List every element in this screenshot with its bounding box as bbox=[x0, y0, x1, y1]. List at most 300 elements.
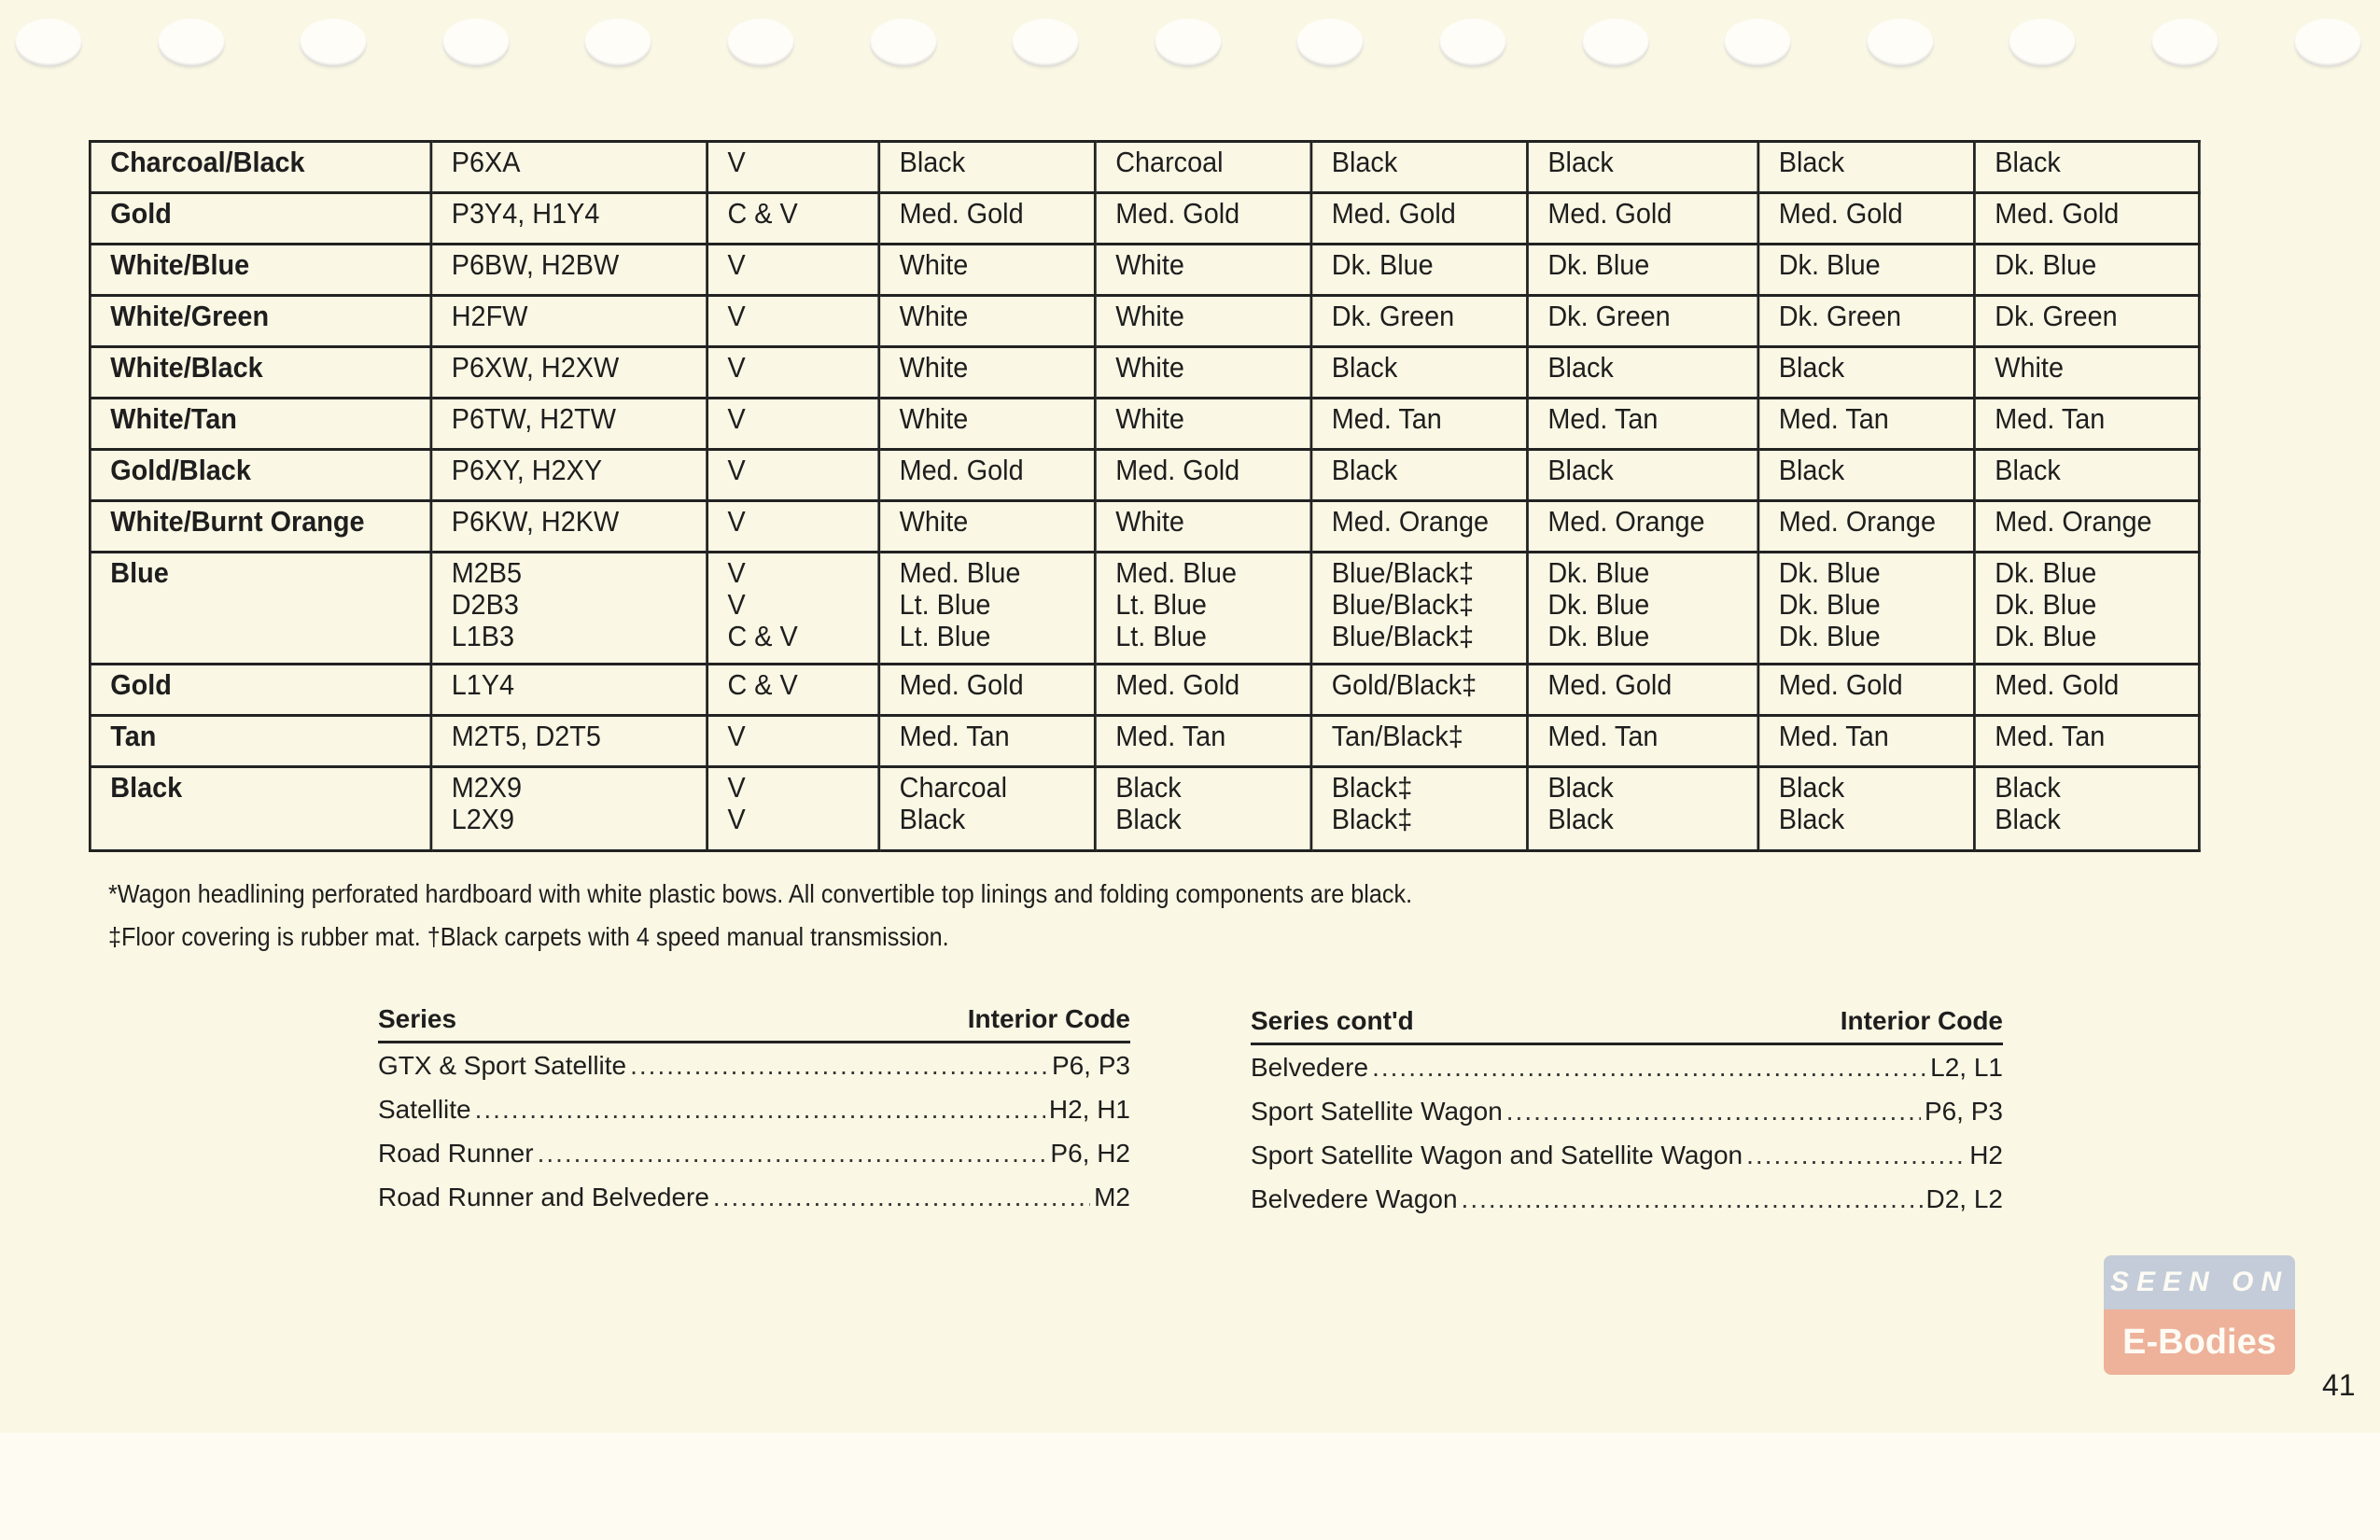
cell-line: V bbox=[727, 300, 746, 332]
cell-line: C & V bbox=[727, 197, 798, 230]
series-name: Sport Satellite Wagon and Satellite Wagon bbox=[1251, 1141, 1743, 1169]
cell-line: Blue/Black‡ bbox=[1331, 588, 1475, 621]
cell-line: Lt. Blue bbox=[1115, 620, 1207, 652]
cell-line: Dk. Blue bbox=[1995, 248, 2097, 281]
cell-line: Med. Orange bbox=[1778, 505, 1936, 538]
cell-line: Black bbox=[1778, 771, 1845, 804]
color-col-5-cell bbox=[1758, 193, 1975, 245]
table-row bbox=[90, 553, 2199, 665]
binder-hole bbox=[1155, 19, 1222, 67]
color-col-2-cell bbox=[1095, 665, 1311, 716]
color-col-5-cell bbox=[1758, 665, 1975, 716]
cell-line: V bbox=[727, 556, 746, 589]
cell-line: Black bbox=[1995, 803, 2061, 835]
series-name: Road Runner and Belvedere bbox=[378, 1183, 709, 1211]
body-models-cell bbox=[707, 716, 879, 767]
interior-code: H2 bbox=[1969, 1141, 2003, 1169]
cell-line: Black bbox=[1547, 454, 1614, 486]
trim-color-table bbox=[89, 140, 2201, 852]
binder-hole bbox=[300, 19, 367, 67]
cell-line: Dk. Blue bbox=[1995, 556, 2097, 589]
cell-line: C & V bbox=[727, 620, 798, 652]
trim-name-cell: White/Burnt Orange bbox=[90, 501, 430, 553]
color-col-2-cell bbox=[1095, 347, 1311, 399]
cell-line: Black‡ bbox=[1331, 803, 1413, 835]
cell-line: Black bbox=[1331, 146, 1398, 178]
cell-line: Black bbox=[1995, 146, 2061, 178]
color-col-5-cell bbox=[1758, 347, 1975, 399]
cell-line: Med. Blue bbox=[899, 556, 1021, 589]
binder-hole bbox=[1867, 19, 1934, 67]
color-col-1-cell bbox=[879, 142, 1096, 193]
interior-code: L2, L1 bbox=[1930, 1053, 2003, 1082]
series-list-left bbox=[378, 1003, 1130, 1219]
cell-line: Black bbox=[1115, 803, 1182, 835]
color-col-5-cell bbox=[1758, 142, 1975, 193]
cell-line: Med. Gold bbox=[899, 668, 1024, 701]
series-row bbox=[1251, 1133, 2003, 1177]
body-models-cell bbox=[707, 399, 879, 450]
cell-line: Med. Tan bbox=[1778, 720, 1889, 752]
body-models-cell bbox=[707, 450, 879, 501]
cell-line: Tan/Black‡ bbox=[1331, 720, 1463, 752]
binder-hole bbox=[2294, 19, 2361, 67]
table-row bbox=[90, 142, 2199, 193]
cell-line: L1Y4 bbox=[451, 668, 515, 701]
binder-hole bbox=[158, 19, 225, 67]
cell-line: Med. Gold bbox=[1331, 197, 1456, 230]
color-col-6-cell bbox=[1974, 245, 2199, 296]
cell-line: Med. Tan bbox=[1778, 402, 1889, 435]
cell-line: Black bbox=[1547, 351, 1614, 384]
color-col-2-cell bbox=[1095, 716, 1311, 767]
cell-line: Lt. Blue bbox=[1115, 588, 1207, 621]
color-col-4-cell bbox=[1527, 450, 1757, 501]
series-row bbox=[378, 1175, 1130, 1219]
series-header bbox=[1251, 1005, 2003, 1045]
binder-hole bbox=[1296, 19, 1364, 67]
binder-hole bbox=[1012, 19, 1079, 67]
cell-line: Dk. Blue bbox=[1547, 556, 1650, 589]
trim-name-cell: White/Blue bbox=[90, 245, 430, 296]
color-col-5-cell bbox=[1758, 245, 1975, 296]
cell-line: Dk. Blue bbox=[1995, 588, 2097, 621]
cell-line: Dk. Green bbox=[1547, 300, 1671, 332]
cell-line: V bbox=[727, 402, 746, 435]
table-row bbox=[90, 767, 2199, 851]
series-name: Sport Satellite Wagon bbox=[1251, 1097, 1503, 1126]
cell-line: Black bbox=[1547, 146, 1614, 178]
cell-line: Med. Gold bbox=[1547, 197, 1673, 230]
cell-line: White bbox=[1995, 351, 2064, 384]
interior-code: D2, L2 bbox=[1925, 1184, 2003, 1213]
interior-code-header-label: Interior Code bbox=[967, 1004, 1130, 1033]
cell-line: Med. Orange bbox=[1547, 505, 1705, 538]
color-col-4-cell bbox=[1527, 716, 1757, 767]
cell-line: Med. Gold bbox=[1995, 197, 2120, 230]
series-row bbox=[378, 1087, 1130, 1131]
color-col-6-cell bbox=[1974, 347, 2199, 399]
cell-line: Black‡ bbox=[1331, 771, 1413, 804]
series-header-label: Series bbox=[378, 1004, 457, 1033]
trim-name-cell: Tan bbox=[90, 716, 430, 767]
cell-line: Med. Tan bbox=[899, 720, 1010, 752]
cell-line: P6TW, H2TW bbox=[451, 402, 616, 435]
interior-code: H2, H1 bbox=[1048, 1095, 1130, 1124]
color-col-1-cell bbox=[879, 193, 1096, 245]
series-list-right bbox=[1251, 1005, 2003, 1221]
cell-line: V bbox=[727, 248, 746, 281]
color-col-4-cell bbox=[1527, 193, 1757, 245]
color-col-3-cell bbox=[1311, 501, 1528, 553]
dot-leader bbox=[1746, 1133, 1966, 1177]
trim-codes-cell bbox=[431, 450, 707, 501]
color-col-3-cell bbox=[1311, 450, 1528, 501]
binder-hole bbox=[870, 19, 937, 67]
binder-hole bbox=[2009, 19, 2076, 67]
cell-line: Med. Gold bbox=[1778, 668, 1903, 701]
trim-name-cell: Blue bbox=[90, 553, 430, 665]
cell-line: White bbox=[1115, 505, 1184, 538]
color-col-3-cell bbox=[1311, 553, 1528, 665]
table-row bbox=[90, 716, 2199, 767]
series-name: Satellite bbox=[378, 1095, 471, 1124]
trim-codes-cell bbox=[431, 716, 707, 767]
color-col-4-cell bbox=[1527, 553, 1757, 665]
dot-leader bbox=[630, 1043, 1048, 1087]
color-col-6-cell bbox=[1974, 767, 2199, 851]
series-name: GTX & Sport Satellite bbox=[378, 1051, 627, 1080]
color-col-4-cell bbox=[1527, 142, 1757, 193]
table-row bbox=[90, 501, 2199, 553]
dot-leader bbox=[1462, 1177, 1923, 1221]
interior-code: P6, P3 bbox=[1924, 1097, 2003, 1126]
body-models-cell bbox=[707, 665, 879, 716]
color-col-5-cell bbox=[1758, 767, 1975, 851]
cell-line: Dk. Green bbox=[1778, 300, 1902, 332]
cell-line: Lt. Blue bbox=[899, 620, 991, 652]
trim-codes-cell bbox=[431, 767, 707, 851]
series-name: Belvedere bbox=[1251, 1053, 1369, 1082]
trim-codes-cell bbox=[431, 665, 707, 716]
cell-line: Med. Gold bbox=[899, 197, 1024, 230]
cell-line: Dk. Blue bbox=[1547, 248, 1650, 281]
series-header bbox=[378, 1003, 1130, 1043]
color-col-4-cell bbox=[1527, 767, 1757, 851]
logo-bottom-text: E-Bodies bbox=[2104, 1309, 2295, 1375]
color-col-4-cell bbox=[1527, 399, 1757, 450]
color-col-5-cell bbox=[1758, 399, 1975, 450]
cell-line: White bbox=[1115, 351, 1184, 384]
cell-line: Dk. Blue bbox=[1547, 588, 1650, 621]
trim-name-cell: White/Green bbox=[90, 296, 430, 347]
table-row bbox=[90, 347, 2199, 399]
interior-code-header-label: Interior Code bbox=[1840, 1006, 2003, 1035]
floor-note: ‡Floor covering is rubber mat. †Black carpets with 4 speed manual transmission. bbox=[108, 922, 949, 951]
cell-line: Black bbox=[1995, 771, 2061, 804]
color-col-6-cell bbox=[1974, 399, 2199, 450]
cell-line: Gold/Black‡ bbox=[1331, 668, 1477, 701]
series-row bbox=[378, 1043, 1130, 1087]
cell-line: Med. Gold bbox=[1115, 454, 1240, 486]
cell-line: V bbox=[727, 803, 746, 835]
color-col-5-cell bbox=[1758, 716, 1975, 767]
binder-hole bbox=[584, 19, 651, 67]
trim-codes-cell bbox=[431, 399, 707, 450]
cell-line: White bbox=[1115, 248, 1184, 281]
cell-line: Black bbox=[1778, 454, 1845, 486]
color-col-6-cell bbox=[1974, 296, 2199, 347]
seen-on-ebodies-logo bbox=[2104, 1255, 2295, 1375]
table-row bbox=[90, 296, 2199, 347]
color-col-1-cell bbox=[879, 665, 1096, 716]
color-col-1-cell bbox=[879, 245, 1096, 296]
color-col-6-cell bbox=[1974, 553, 2199, 665]
cell-line: Dk. Blue bbox=[1547, 620, 1650, 652]
trim-name-cell: Gold/Black bbox=[90, 450, 430, 501]
cell-line: Dk. Blue bbox=[1995, 620, 2097, 652]
binder-hole bbox=[1439, 19, 1506, 67]
series-row bbox=[1251, 1177, 2003, 1221]
dot-leader bbox=[1372, 1045, 1926, 1089]
cell-line: D2B3 bbox=[451, 588, 519, 621]
color-col-6-cell bbox=[1974, 665, 2199, 716]
body-models-cell bbox=[707, 142, 879, 193]
trim-codes-cell bbox=[431, 501, 707, 553]
color-col-6-cell bbox=[1974, 193, 2199, 245]
cell-line: White bbox=[899, 300, 969, 332]
cell-line: V bbox=[727, 454, 746, 486]
footnotes bbox=[108, 873, 1412, 959]
color-col-2-cell bbox=[1095, 450, 1311, 501]
cell-line: Black bbox=[1778, 351, 1845, 384]
color-col-6-cell bbox=[1974, 501, 2199, 553]
color-col-3-cell bbox=[1311, 767, 1528, 851]
cell-line: Med. Tan bbox=[1547, 402, 1659, 435]
cell-line: White bbox=[899, 248, 969, 281]
binder-hole bbox=[15, 19, 82, 67]
dot-leader bbox=[475, 1087, 1045, 1131]
cell-line: Med. Blue bbox=[1115, 556, 1237, 589]
trim-name-cell: Gold bbox=[90, 665, 430, 716]
cell-line: Blue/Black‡ bbox=[1331, 556, 1475, 589]
cell-line: Dk. Blue bbox=[1778, 556, 1881, 589]
trim-codes-cell bbox=[431, 245, 707, 296]
cell-line: Dk. Green bbox=[1331, 300, 1455, 332]
cell-line: Med. Gold bbox=[1115, 197, 1240, 230]
color-col-6-cell bbox=[1974, 450, 2199, 501]
cell-line: Black bbox=[899, 146, 966, 178]
color-col-1-cell bbox=[879, 399, 1096, 450]
cell-line: V bbox=[727, 146, 746, 178]
cell-line: P3Y4, H1Y4 bbox=[451, 197, 600, 230]
color-col-5-cell bbox=[1758, 501, 1975, 553]
color-col-2-cell bbox=[1095, 296, 1311, 347]
trim-name-cell: White/Black bbox=[90, 347, 430, 399]
dot-leader bbox=[713, 1175, 1090, 1219]
binder-hole bbox=[1724, 19, 1791, 67]
color-col-2-cell bbox=[1095, 399, 1311, 450]
cell-line: V bbox=[727, 720, 746, 752]
binder-hole bbox=[727, 19, 794, 67]
cell-line: V bbox=[727, 771, 746, 804]
trim-name-cell: Gold bbox=[90, 193, 430, 245]
cell-line: Black bbox=[1778, 803, 1845, 835]
cell-line: Black bbox=[899, 803, 966, 835]
cell-line: Lt. Blue bbox=[899, 588, 991, 621]
series-row bbox=[378, 1131, 1130, 1175]
color-col-2-cell bbox=[1095, 553, 1311, 665]
trim-name-cell: White/Tan bbox=[90, 399, 430, 450]
cell-line: V bbox=[727, 588, 746, 621]
cell-line: White bbox=[899, 505, 969, 538]
cell-line: Black bbox=[1331, 351, 1398, 384]
series-row bbox=[1251, 1089, 2003, 1133]
table-row bbox=[90, 193, 2199, 245]
cell-line: P6XY, H2XY bbox=[451, 454, 603, 486]
color-col-3-cell bbox=[1311, 347, 1528, 399]
trim-name-cell: Black bbox=[90, 767, 430, 851]
color-col-1-cell bbox=[879, 716, 1096, 767]
cell-line: Med. Gold bbox=[1995, 668, 2120, 701]
color-col-4-cell bbox=[1527, 245, 1757, 296]
color-col-1-cell bbox=[879, 501, 1096, 553]
color-col-2-cell bbox=[1095, 245, 1311, 296]
color-col-1-cell bbox=[879, 767, 1096, 851]
cell-line: Black bbox=[1995, 454, 2061, 486]
color-col-2-cell bbox=[1095, 193, 1311, 245]
table-row bbox=[90, 665, 2199, 716]
color-col-3-cell bbox=[1311, 716, 1528, 767]
cell-line: V bbox=[727, 505, 746, 538]
cell-line: Dk. Blue bbox=[1331, 248, 1434, 281]
cell-line: Med. Orange bbox=[1995, 505, 2152, 538]
color-col-2-cell bbox=[1095, 767, 1311, 851]
cell-line: Med. Orange bbox=[1331, 505, 1490, 538]
series-row bbox=[1251, 1045, 2003, 1089]
interior-code: P6, H2 bbox=[1050, 1139, 1130, 1168]
color-col-5-cell bbox=[1758, 450, 1975, 501]
color-col-6-cell bbox=[1974, 142, 2199, 193]
cell-line: Dk. Blue bbox=[1778, 248, 1881, 281]
cell-line: Black bbox=[1547, 803, 1614, 835]
binder-hole bbox=[1582, 19, 1649, 67]
color-col-3-cell bbox=[1311, 399, 1528, 450]
cell-line: P6KW, H2KW bbox=[451, 505, 620, 538]
cell-line: M2T5, D2T5 bbox=[451, 720, 601, 752]
dot-leader bbox=[538, 1131, 1047, 1175]
cell-line: Med. Gold bbox=[1547, 668, 1673, 701]
table-row bbox=[90, 450, 2199, 501]
binder-holes bbox=[0, 0, 2380, 89]
color-col-2-cell bbox=[1095, 142, 1311, 193]
binder-hole bbox=[442, 19, 510, 67]
cell-line: M2B5 bbox=[451, 556, 523, 589]
color-col-1-cell bbox=[879, 347, 1096, 399]
cell-line: White bbox=[899, 351, 969, 384]
cell-line: Charcoal bbox=[1115, 146, 1224, 178]
cell-line: Black bbox=[1331, 454, 1398, 486]
cell-line: Dk. Blue bbox=[1778, 620, 1881, 652]
page-number: 41 bbox=[2322, 1368, 2356, 1402]
trim-codes-cell bbox=[431, 347, 707, 399]
body-models-cell bbox=[707, 296, 879, 347]
color-col-3-cell bbox=[1311, 245, 1528, 296]
cell-line: Med. Gold bbox=[1115, 668, 1240, 701]
cell-line: Med. Tan bbox=[1995, 402, 2106, 435]
cell-line: Med. Gold bbox=[899, 454, 1024, 486]
series-name: Belvedere Wagon bbox=[1251, 1184, 1458, 1213]
cell-line: Black bbox=[1778, 146, 1845, 178]
cell-line: P6XW, H2XW bbox=[451, 351, 620, 384]
cell-line: White bbox=[899, 402, 969, 435]
cell-line: M2X9 bbox=[451, 771, 523, 804]
interior-code: M2 bbox=[1094, 1183, 1130, 1211]
logo-top-text: SEEN ON bbox=[2104, 1255, 2295, 1309]
color-col-5-cell bbox=[1758, 296, 1975, 347]
cell-line: Med. Tan bbox=[1547, 720, 1659, 752]
cell-line: White bbox=[1115, 402, 1184, 435]
cell-line: L1B3 bbox=[451, 620, 515, 652]
cell-line: Black bbox=[1115, 771, 1182, 804]
series-header-label: Series cont'd bbox=[1251, 1006, 1414, 1035]
color-col-3-cell bbox=[1311, 296, 1528, 347]
color-col-3-cell bbox=[1311, 193, 1528, 245]
cell-line: Blue/Black‡ bbox=[1331, 620, 1475, 652]
cell-line: H2FW bbox=[451, 300, 528, 332]
dot-leader bbox=[1506, 1089, 1921, 1133]
color-col-1-cell bbox=[879, 450, 1096, 501]
color-col-4-cell bbox=[1527, 296, 1757, 347]
trim-codes-cell bbox=[431, 193, 707, 245]
series-name: Road Runner bbox=[378, 1139, 534, 1168]
cell-line: C & V bbox=[727, 668, 798, 701]
body-models-cell bbox=[707, 347, 879, 399]
color-col-1-cell bbox=[879, 553, 1096, 665]
color-col-4-cell bbox=[1527, 347, 1757, 399]
color-col-1-cell bbox=[879, 296, 1096, 347]
cell-line: Med. Gold bbox=[1778, 197, 1903, 230]
table-row bbox=[90, 399, 2199, 450]
body-models-cell bbox=[707, 193, 879, 245]
color-col-2-cell bbox=[1095, 501, 1311, 553]
cell-line: Dk. Green bbox=[1995, 300, 2118, 332]
binder-hole bbox=[2151, 19, 2219, 67]
color-col-3-cell bbox=[1311, 665, 1528, 716]
cell-line: Dk. Blue bbox=[1778, 588, 1881, 621]
cell-line: V bbox=[727, 351, 746, 384]
cell-line: P6XA bbox=[451, 146, 521, 178]
cell-line: L2X9 bbox=[451, 803, 515, 835]
trim-codes-cell bbox=[431, 142, 707, 193]
cell-line: Black bbox=[1547, 771, 1614, 804]
color-col-4-cell bbox=[1527, 501, 1757, 553]
color-col-4-cell bbox=[1527, 665, 1757, 716]
trim-name-cell: Charcoal/Black bbox=[90, 142, 430, 193]
body-models-cell bbox=[707, 245, 879, 296]
cell-line: Med. Tan bbox=[1995, 720, 2106, 752]
body-models-cell bbox=[707, 553, 879, 665]
page-bottom-margin bbox=[0, 1433, 2380, 1540]
cell-line: Med. Tan bbox=[1115, 720, 1226, 752]
trim-codes-cell bbox=[431, 296, 707, 347]
color-col-3-cell bbox=[1311, 142, 1528, 193]
cell-line: White bbox=[1115, 300, 1184, 332]
wagon-note: *Wagon headlining perforated hardboard with white plastic bows. All convertible top linings and folding components are black. bbox=[108, 879, 1413, 908]
color-col-6-cell bbox=[1974, 716, 2199, 767]
body-models-cell bbox=[707, 501, 879, 553]
cell-line: P6BW, H2BW bbox=[451, 248, 620, 281]
